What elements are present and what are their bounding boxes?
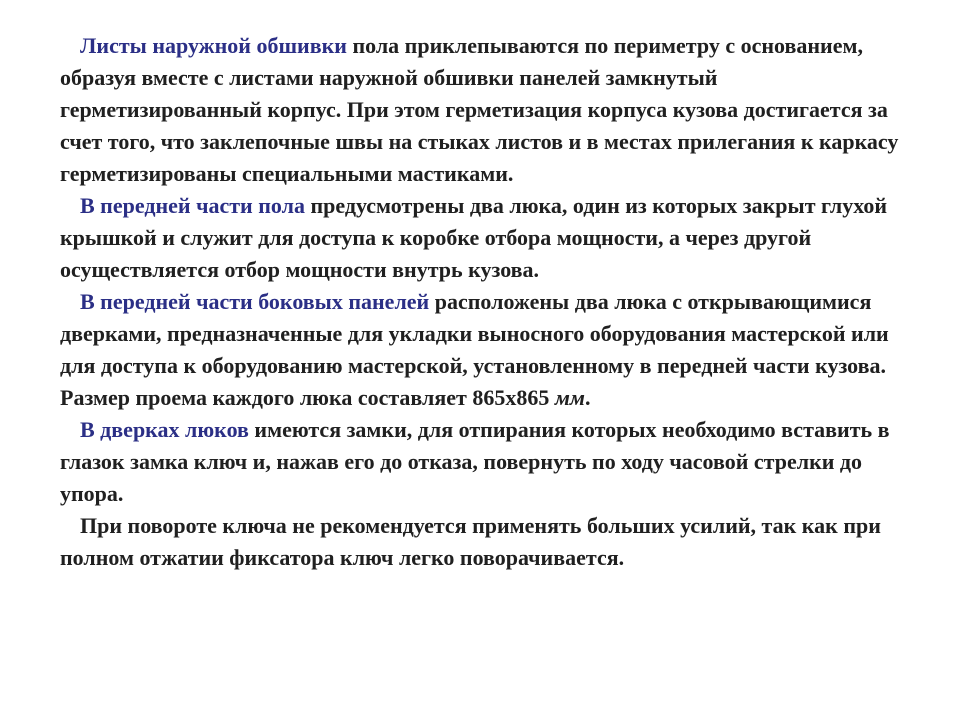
paragraph-text: имеются замки, для отпирания которых необходимо вставить в глазок замка ключ и, нажав его до отказа, повернуть по ходу часовой стрелки до упора. [60,417,890,506]
highlight-outer-sheets: Листы наружной обшивки [80,33,347,58]
paragraph-end: . [585,385,591,410]
paragraph-text: расположены два люка с открывающимися дверками, предназначенные для укладки выносного оборудования мастерской или для доступа к оборудованию мастерской, установленному в передней части кузова. Размер проема каждого люка составляет 865х865 [60,289,889,410]
paragraph-floor-front [60,190,920,286]
paragraph-outer-sheets [60,30,920,190]
paragraph-text: пола приклепываются по периметру с основанием, образуя вместе с листами наружной обшивки панелей замкнутый герметизированный корпус. При этом герметизация корпуса кузова достигается за счет того, что заклепочные швы на стыках листов и в местах прилегания к каркасу герметизированы специальными мастиками. [60,33,899,186]
paragraph-key-warning [60,510,920,574]
unit-mm: мм [554,385,585,410]
highlight-floor-front: В передней части пола [80,193,305,218]
text-block [60,30,920,574]
highlight-hatch-doors: В дверках люков [80,417,249,442]
highlight-side-panels: В передней части боковых панелей [80,289,430,314]
paragraph-text: При повороте ключа не рекомендуется применять больших усилий, так как при полном отжатии фиксатора ключ легко поворачивается. [60,513,881,570]
paragraph-side-panels [60,286,920,414]
paragraph-hatch-doors [60,414,920,510]
paragraph-text: предусмотрены два люка, один из которых закрыт глухой крышкой и служит для доступа к коробке отбора мощности, а через другой осуществляется отбор мощности внутрь кузова. [60,193,888,282]
